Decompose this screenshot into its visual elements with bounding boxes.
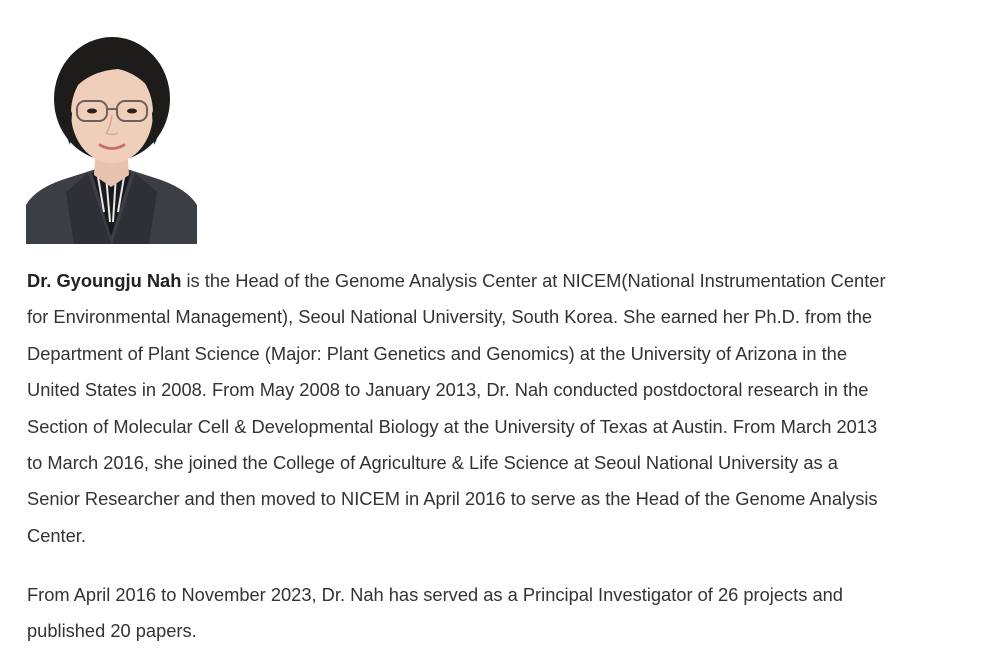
- bio-line: From April 2016 to November 2023, Dr. Nah has served as a Principal Investigator of 26 projects and: [27, 584, 843, 605]
- bio-paragraph-1: [27, 263, 977, 554]
- bio-line: for Environmental Management), Seoul National University, South Korea. She earned her Ph.D. from the: [27, 306, 873, 328]
- bio-line: Senior Researcher and then moved to NICEM in April 2016 to serve as the Head of the Genome Analysis: [27, 488, 878, 510]
- profile-photo: [26, 27, 197, 244]
- bio-line-text: is the Head of the Genome Analysis Center at NICEM(National Instrumentation Center: [181, 270, 886, 291]
- bio-line: published 20 papers.: [27, 620, 197, 642]
- bio-line: to March 2016, she joined the College of Agriculture & Life Science at Seoul National University as a: [27, 452, 838, 474]
- person-name: Dr. Gyoungju Nah: [27, 270, 182, 291]
- bio-line: United States in 2008. From May 2008 to January 2013, Dr. Nah conducted postdoctoral research in the: [27, 379, 869, 401]
- bio-line: [27, 263, 977, 299]
- bio-line: Section of Molecular Cell & Developmental Biology at the University of Texas at Austin. From March 2013: [27, 415, 878, 437]
- bio-line: Center.: [27, 524, 86, 546]
- portrait-photo-icon: [26, 27, 197, 244]
- bio-line: Department of Plant Science (Major: Plant Genetics and Genomics) at the University of Arizona in the: [27, 342, 847, 364]
- bio-paragraph-2: [27, 577, 977, 650]
